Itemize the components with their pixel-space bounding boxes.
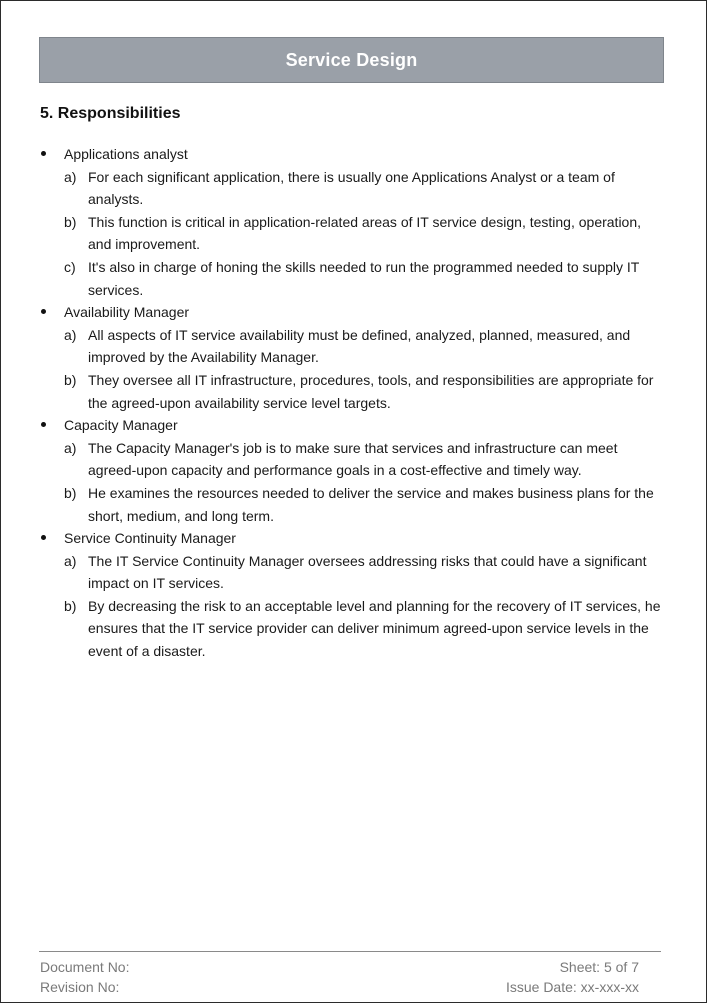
list-item	[40, 211, 668, 256]
role-bullet	[40, 414, 668, 437]
footer-divider	[39, 951, 661, 952]
header-band	[39, 37, 664, 83]
list-marker: b)	[64, 484, 77, 501]
list-item	[40, 324, 668, 369]
responsibilities-list	[40, 143, 668, 663]
list-item	[40, 595, 668, 663]
document-number-label: Document No:	[40, 959, 130, 975]
role-title: Capacity Manager	[64, 417, 178, 434]
role-group	[40, 301, 668, 414]
bullet-icon	[41, 535, 46, 540]
list-marker: c)	[64, 258, 76, 275]
bullet-icon	[41, 151, 46, 156]
list-item	[40, 166, 668, 211]
role-group	[40, 414, 668, 527]
list-marker: a)	[64, 168, 77, 185]
section-heading: 5. Responsibilities	[40, 105, 181, 122]
list-item-text: The IT Service Continuity Manager oversees addressing risks that could have a significant impact on IT services.	[88, 552, 647, 592]
role-title: Availability Manager	[64, 304, 190, 321]
role-bullet	[40, 527, 668, 550]
list-item-text: All aspects of IT service availability must be defined, analyzed, planned, measured, and improved by the Availability Manager.	[88, 326, 631, 366]
list-marker: a)	[64, 552, 77, 569]
bullet-icon	[41, 309, 46, 314]
list-item	[40, 369, 668, 414]
role-title: Service Continuity Manager	[64, 530, 236, 547]
document-title: Service Design	[285, 49, 418, 70]
role-title: Applications analyst	[64, 146, 188, 162]
list-item-text: For each significant application, there is usually one Applications Analyst or a team of analysts.	[88, 168, 615, 208]
sheet-number: Sheet: 5 of 7	[559, 959, 639, 975]
list-marker: b)	[64, 371, 77, 388]
role-group	[40, 527, 668, 663]
list-marker: b)	[64, 213, 77, 230]
role-bullet	[40, 143, 668, 166]
list-item-text: By decreasing the risk to an acceptable level and planning for the recovery of IT services, he ensures that the IT service provider can deliver minimum agreed-upon service levels in the event of a disaster.	[88, 597, 661, 660]
list-marker: a)	[64, 326, 77, 343]
list-item	[40, 437, 668, 482]
role-group	[40, 143, 668, 301]
role-bullet	[40, 301, 668, 324]
list-item	[40, 550, 668, 595]
list-item-text: This function is critical in application-related areas of IT service design, testing, operation, and improvement.	[88, 213, 642, 253]
list-item	[40, 256, 668, 301]
list-item	[40, 482, 668, 527]
bullet-icon	[41, 422, 46, 427]
revision-number-label: Revision No:	[40, 979, 120, 995]
list-item-text: They oversee all IT infrastructure, procedures, tools, and responsibilities are appropriate for the agreed-upon availability service level targets.	[88, 371, 654, 411]
list-item-text: The Capacity Manager's job is to make sure that services and infrastructure can meet agreed-upon capacity and performance goals in a cost-effective and timely way.	[88, 439, 618, 479]
issue-date: Issue Date: xx-xxx-xx	[505, 979, 639, 995]
list-item-text: It's also in charge of honing the skills needed to run the programmed needed to supply IT services.	[88, 258, 640, 298]
list-marker: b)	[64, 597, 77, 614]
list-item-text: He examines the resources needed to deliver the service and makes business plans for the short, medium, and long term.	[88, 484, 654, 524]
list-marker: a)	[64, 439, 77, 456]
